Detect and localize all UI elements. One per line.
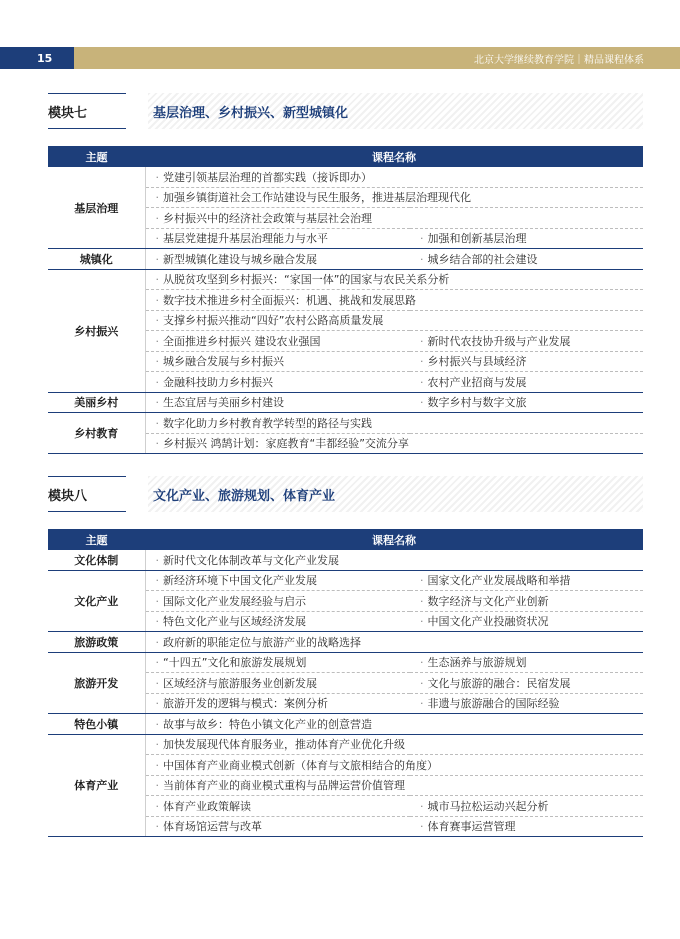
module-header xyxy=(48,93,643,129)
course-cell xyxy=(410,228,643,249)
module-label: 模块八 xyxy=(48,489,88,504)
course-cell xyxy=(410,796,643,817)
bullet-dot: · xyxy=(155,553,159,567)
module-seven xyxy=(48,93,643,451)
course-name: “十四五”文化和旅游发展规划 xyxy=(163,656,307,670)
course-name: 城乡融合发展与乡村振兴 xyxy=(163,355,284,369)
course-cell xyxy=(410,570,643,591)
bullet-dot: · xyxy=(420,656,424,670)
bullet-dot: · xyxy=(155,334,159,348)
course-cell xyxy=(410,673,643,694)
course-table xyxy=(48,529,643,837)
bullet-dot: · xyxy=(155,191,159,205)
bullet-dot: · xyxy=(420,697,424,711)
topic-cell: 乡村振兴 xyxy=(48,269,145,392)
col-header-course: 课程名称 xyxy=(145,529,643,550)
bullet-dot: · xyxy=(155,758,159,772)
bullet-dot: · xyxy=(420,232,424,246)
course-name: 农村产业招商与发展 xyxy=(427,375,527,389)
course-name: 故事与故乡：特色小镇文化产业的创意营造 xyxy=(163,717,372,731)
bullet-dot: · xyxy=(155,170,159,184)
bullet-dot: · xyxy=(155,799,159,813)
table-row xyxy=(48,167,643,187)
table-row xyxy=(48,413,643,434)
bullet-dot: · xyxy=(155,676,159,690)
course-name: 加快发展现代体育服务业，推动体育产业优化升级 xyxy=(163,738,405,752)
course-name: 全面推进乡村振兴 建设农业强国 xyxy=(163,334,321,348)
course-name: 体育赛事运营管理 xyxy=(427,820,516,834)
course-name: 新时代文化体制改革与文化产业发展 xyxy=(163,553,339,567)
header-title: 北京大学继续教育学院｜精品课程体系 xyxy=(74,47,680,69)
bullet-dot: · xyxy=(420,676,424,690)
course-name: 乡村振兴中的经济社会政策与基层社会治理 xyxy=(163,211,372,225)
bullet-dot: · xyxy=(155,594,159,608)
topic-cell: 文化体制 xyxy=(48,550,145,570)
bullet-dot: · xyxy=(155,416,159,430)
course-name: 从脱贫攻坚到乡村振兴：“家国一体”的国家与农民关系分析 xyxy=(163,273,450,287)
topic-cell: 美丽乡村 xyxy=(48,392,145,413)
bullet-dot: · xyxy=(420,594,424,608)
course-cell xyxy=(145,228,410,249)
course-name: 非遗与旅游融合的国际经验 xyxy=(427,697,560,711)
course-name: 数字乡村与数字文旅 xyxy=(427,396,527,410)
course-cell xyxy=(145,734,643,755)
bullet-dot: · xyxy=(155,355,159,369)
module-title: 文化产业、旅游规划、体育产业 xyxy=(153,489,336,504)
course-name: 中国体育产业商业模式创新（体育与文旅相结合的角度） xyxy=(163,758,438,772)
course-name: 旅游开发的逻辑与模式：案例分析 xyxy=(163,697,328,711)
module-eight xyxy=(48,476,643,834)
bullet-dot: · xyxy=(155,273,159,287)
bullet-dot: · xyxy=(420,355,424,369)
bullet-dot: · xyxy=(420,574,424,588)
course-name: 体育产业政策解读 xyxy=(163,799,251,813)
course-name: 支撑乡村振兴推动“四好”农村公路高质量发展 xyxy=(163,314,384,328)
course-cell xyxy=(410,331,643,352)
bullet-dot: · xyxy=(155,211,159,225)
bullet-dot: · xyxy=(155,396,159,410)
bullet-dot: · xyxy=(155,779,159,793)
course-cell xyxy=(410,693,643,714)
course-name: 加强和创新基层治理 xyxy=(427,232,527,246)
course-name: 新经济环境下中国文化产业发展 xyxy=(163,574,317,588)
topic-cell: 旅游政策 xyxy=(48,632,145,653)
course-cell xyxy=(145,249,410,270)
course-name: 生态宜居与美丽乡村建设 xyxy=(163,396,284,410)
course-name: 基层党建提升基层治理能力与水平 xyxy=(163,232,328,246)
course-cell xyxy=(410,249,643,270)
course-name: 新时代农技协升级与产业发展 xyxy=(427,334,571,348)
course-cell xyxy=(410,351,643,372)
bullet-dot: · xyxy=(155,293,159,307)
course-cell xyxy=(145,652,410,673)
course-name: 党建引领基层治理的首都实践（接诉即办） xyxy=(163,170,372,184)
col-header-topic: 主题 xyxy=(48,146,145,167)
course-cell xyxy=(410,392,643,413)
course-name: 城乡结合部的社会建设 xyxy=(427,252,538,266)
course-name: 文化与旅游的融合：民宿发展 xyxy=(427,676,571,690)
course-cell xyxy=(145,796,410,817)
bullet-dot: · xyxy=(155,717,159,731)
table-row xyxy=(48,632,643,653)
bullet-dot: · xyxy=(420,375,424,389)
course-name: 乡村振兴 鸿鹄计划：家庭教育“丰都经验”交流分享 xyxy=(163,437,409,451)
course-cell xyxy=(145,392,410,413)
course-cell xyxy=(145,673,410,694)
table-row xyxy=(48,734,643,755)
table-row xyxy=(48,652,643,673)
bullet-dot: · xyxy=(155,232,159,246)
course-name: 数字经济与文化产业创新 xyxy=(427,594,549,608)
table-row xyxy=(48,249,643,270)
course-name: 国际文化产业发展经验与启示 xyxy=(163,594,306,608)
bullet-dot: · xyxy=(155,738,159,752)
course-cell xyxy=(145,775,643,796)
topic-cell: 体育产业 xyxy=(48,734,145,837)
course-cell xyxy=(145,372,410,393)
course-cell xyxy=(145,208,643,229)
table-row xyxy=(48,392,643,413)
bullet-dot: · xyxy=(155,314,159,328)
module-title: 基层治理、乡村振兴、新型城镇化 xyxy=(153,106,349,121)
course-name: 区域经济与旅游服务业创新发展 xyxy=(163,676,317,690)
course-cell xyxy=(145,550,643,570)
course-cell xyxy=(145,611,410,632)
bullet-dot: · xyxy=(420,820,424,834)
course-name: 生态涵养与旅游规划 xyxy=(427,656,527,670)
module-label: 模块七 xyxy=(48,106,88,121)
course-cell xyxy=(145,187,643,208)
topic-cell: 特色小镇 xyxy=(48,714,145,735)
bullet-dot: · xyxy=(155,574,159,588)
page-number: 15 xyxy=(0,47,74,69)
course-cell xyxy=(145,310,643,331)
bullet-dot: · xyxy=(155,820,159,834)
course-cell xyxy=(145,714,643,735)
table-row xyxy=(48,714,643,735)
course-table xyxy=(48,146,643,454)
course-cell xyxy=(410,816,643,837)
course-name: 新型城镇化建设与城乡融合发展 xyxy=(163,252,317,266)
course-name: 乡村振兴与县域经济 xyxy=(427,355,527,369)
course-cell xyxy=(145,570,410,591)
course-cell xyxy=(145,816,410,837)
course-name: 当前体育产业的商业模式重构与品牌运营价值管理 xyxy=(163,779,405,793)
module-header xyxy=(48,476,643,512)
table-row xyxy=(48,550,643,570)
course-cell xyxy=(145,351,410,372)
bullet-dot: · xyxy=(420,799,424,813)
bullet-dot: · xyxy=(155,656,159,670)
course-name: 城市马拉松运动兴起分析 xyxy=(427,799,549,813)
topic-cell: 文化产业 xyxy=(48,570,145,632)
course-cell xyxy=(145,693,410,714)
course-cell xyxy=(145,290,643,311)
bullet-dot: · xyxy=(155,697,159,711)
course-name: 数字技术推进乡村全面振兴：机遇、挑战和发展思路 xyxy=(163,293,416,307)
table-row xyxy=(48,269,643,290)
course-name: 数字化助力乡村教育教学转型的路径与实践 xyxy=(163,416,372,430)
course-cell xyxy=(410,652,643,673)
table-row xyxy=(48,570,643,591)
course-cell xyxy=(145,269,643,290)
page-header-bar xyxy=(0,47,680,69)
course-cell xyxy=(145,591,410,612)
course-name: 加强乡镇街道社会工作站建设与民生服务，推进基层治理现代化 xyxy=(163,191,471,205)
course-name: 金融科技助力乡村振兴 xyxy=(163,375,273,389)
bullet-dot: · xyxy=(155,375,159,389)
topic-cell: 旅游开发 xyxy=(48,652,145,714)
bullet-dot: · xyxy=(155,615,159,629)
bullet-dot: · xyxy=(420,252,424,266)
course-name: 特色文化产业与区域经济发展 xyxy=(163,615,306,629)
topic-cell: 城镇化 xyxy=(48,249,145,270)
col-header-topic: 主题 xyxy=(48,529,145,550)
bullet-dot: · xyxy=(155,252,159,266)
bullet-dot: · xyxy=(420,615,424,629)
course-cell xyxy=(145,632,643,653)
course-cell xyxy=(410,372,643,393)
course-name: 中国文化产业投融资状况 xyxy=(427,615,549,629)
course-cell xyxy=(410,591,643,612)
course-cell xyxy=(145,331,410,352)
bullet-dot: · xyxy=(420,396,424,410)
col-header-course: 课程名称 xyxy=(145,146,643,167)
course-cell xyxy=(145,755,643,776)
course-cell xyxy=(145,413,643,434)
bullet-dot: · xyxy=(155,437,159,451)
bullet-dot: · xyxy=(420,334,424,348)
course-name: 体育场馆运营与改革 xyxy=(163,820,262,834)
course-name: 国家文化产业发展战略和举措 xyxy=(427,574,571,588)
course-cell xyxy=(145,167,643,187)
course-cell xyxy=(410,611,643,632)
topic-cell: 乡村教育 xyxy=(48,413,145,454)
course-cell xyxy=(145,433,643,454)
course-name: 政府新的职能定位与旅游产业的战略选择 xyxy=(163,635,361,649)
topic-cell: 基层治理 xyxy=(48,167,145,249)
bullet-dot: · xyxy=(155,635,159,649)
